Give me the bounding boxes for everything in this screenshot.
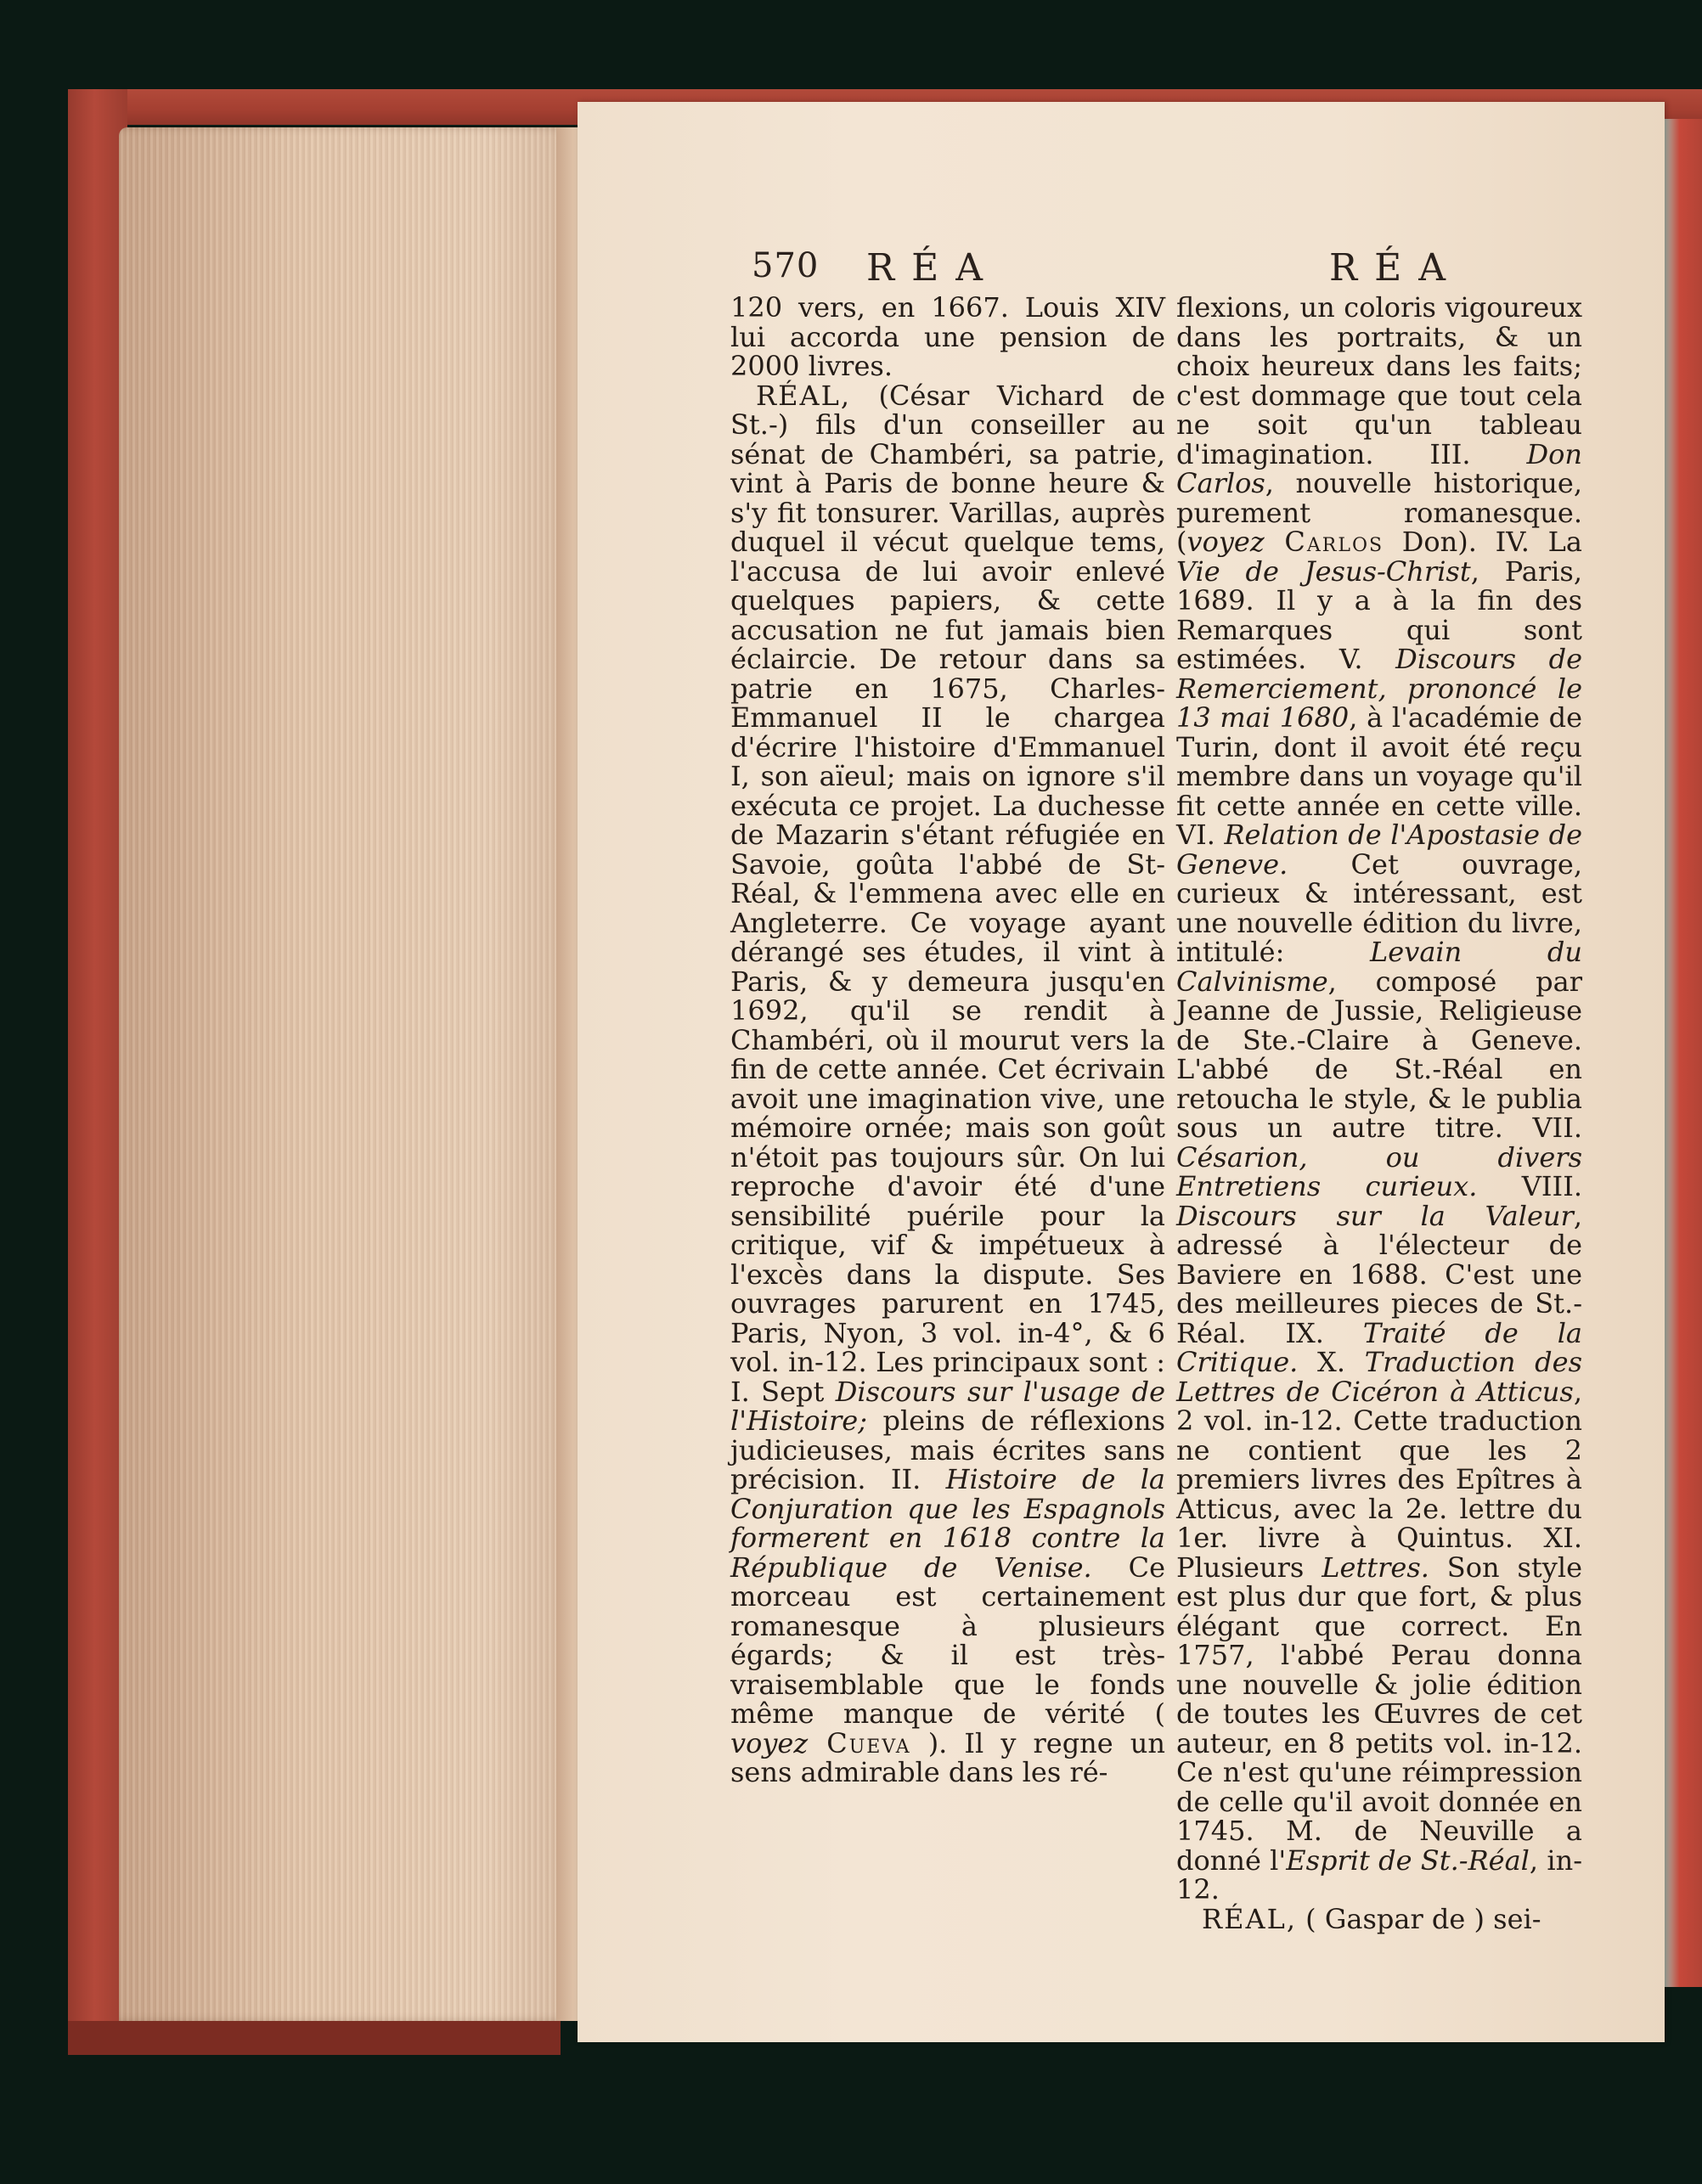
entry-text: , composé par Jeanne de Jussie, Religieuse de Ste.-Claire à Geneve. L'abbé de St.-Réal en retoucha le style, & le publia sous un autre titre. VII. [1176,965,1582,1144]
work-title: Traité de la Critique. [1176,1316,1582,1378]
work-title: Don Carlos [1176,437,1582,499]
work-title: Relation de l'Apostasie de Geneve. [1176,819,1583,881]
entry-text: , in-12. [1176,1843,1583,1905]
book-cover-bottom-edge [68,2021,561,2055]
left-text-column [730,293,1165,1787]
work-title: Histoire de la Conjuration que les Espagnols formerent en 1618 contre la République de Venise. [730,1463,1166,1584]
cross-reference-name: Cueva [808,1726,911,1759]
entry-text: pleins de réflexions judicieuses, mais écrites sans précision. II. [730,1404,1165,1495]
work-title: Lettres. [1322,1551,1429,1584]
work-title: Discours de Remerciement, prononcé le 13 mai 1680 [1176,643,1583,734]
work-title: Césarion, ou divers Entretiens curieux. [1176,1140,1582,1202]
entry-text: X. [1298,1346,1365,1378]
work-title: Vie de Jesus-Christ [1176,554,1471,588]
entry-text: , nouvelle historique, purement romanesque. ( [1176,467,1582,558]
entry-text: , adressé à l'électeur de Baviere en 1688. C'est une des meilleures pieces de St.-Réal. IX. [1176,1199,1582,1349]
page-number: 570 [752,246,820,285]
entry-continuation [1176,293,1582,1905]
entry-text: Son style est plus dur que fort, & plus élégant que correct. En 1757, l'abbé Perau donna une nouvelle & jolie édition de toutes les Œuvres de cet auteur, en 8 petits vol. in-12. Ce n'est qu'une réimpression de celle qu'il avoit donnée en 1745. M. de Neuville a donné l' [1176,1551,1583,1877]
entry-text: , Paris, 1689. Il y a à la fin des Remarques qui sont estimées. V. [1176,554,1583,675]
entry-headword: RÉAL, [756,379,851,412]
paragraph-continuation: 120 vers, en 1667. Louis XIV lui accorda une pension de 2000 livres. [730,291,1165,382]
entry-text: flexions, un coloris vigoureux dans les portraits, & un choix heureux dans les faits; c'est dommage que tout cela ne soit qu'un tableau d'imagination. III. [1176,291,1582,470]
page-header [752,246,1463,297]
entry-text: Don). IV. La [1384,526,1583,558]
book-cover-right-edge [1665,119,1702,1987]
work-title: Discours sur la Valeur [1176,1199,1574,1232]
work-title: Levain du Calvinisme [1176,936,1583,998]
cross-reference: voyez [730,1726,809,1759]
running-head-right: RÉA [1329,246,1463,290]
entry-text: ( Gaspar de ) sei- [1296,1902,1541,1935]
right-text-column [1176,293,1582,1934]
entry-real-cesar [730,381,1165,1787]
entry-real-gaspar [1176,1902,1582,1935]
stacked-page-edges [119,127,578,2021]
entry-text: , 2 vol. in-12. Cette traduction ne contient que les 2 premiers livres des Epîtres à Atticus, avec la 2e. lettre du 1er. livre à Quintus. XI. Plusieurs [1176,1375,1582,1584]
work-title: Esprit de St.-Réal [1286,1843,1530,1877]
work-title: Traduction des Lettres de Cicéron à Atticus [1176,1346,1583,1408]
cross-reference-name: Carlos [1264,526,1384,558]
entry-text: ). Il y regne un sens admirable dans les ré- [730,1726,1165,1788]
running-head-left: RÉA [866,246,1000,290]
work-title: Discours sur l'usage de l'Histoire; [730,1375,1166,1437]
entry-text: , à l'académie de Turin, dont il avoit été reçu membre dans un voyage qu'il fit cette année en cette ville. VI. [1176,701,1583,851]
entry-text: Cet ouvrage, curieux & intéressant, est une nouvelle édition du livre, intitulé: [1176,847,1582,968]
entry-text: (César Vichard de St.-) fils d'un conseiller au sénat de Chambéri, sa patrie, vint à Paris de bonne heure & s'y fit tonsurer. Varillas, auprès duquel il vécut quelque tems, l'accusa de lui avoir enlevé quelques papiers, & cette accusation ne fut jamais bien éclaircie. De retour dans sa patrie en 1675, Charles-Emmanuel II le chargea d'écrire l'histoire d'Emmanuel I, son aïeul; mais on ignore s'il exécuta ce projet. La duchesse de Mazarin s'étant réfugiée en Savoie, goûta l'abbé de St-Réal, & l'emmena avec elle en Angleterre. Ce voyage ayant dérangé ses études, il vint à Paris, & y demeura jusqu'en 1692, qu'il se rendit à Chambéri, où il mourut vers la fin de cette année. Cet écrivain avoit une imagination vive, une mémoire ornée; mais son goût n'étoit pas toujours sûr. On lui reproche d'avoir été d'une sensibilité puérile pour la critique, vif & impétueux à l'excès dans la dispute. Ses ouvrages parurent en 1745, Paris, Nyon, 3 vol. in-4°, & 6 vol. in-12. Les principaux sont : I. Sept [730,379,1165,1408]
cross-reference: voyez [1186,526,1265,558]
entry-text: VIII. [1477,1170,1582,1202]
entry-headword: RÉAL, [1202,1902,1297,1935]
entry-text: Ce morceau est certainement romanesque à plusieurs égards; & il est très-vraisemblable que le fonds même manque de vérité ( [730,1551,1166,1730]
